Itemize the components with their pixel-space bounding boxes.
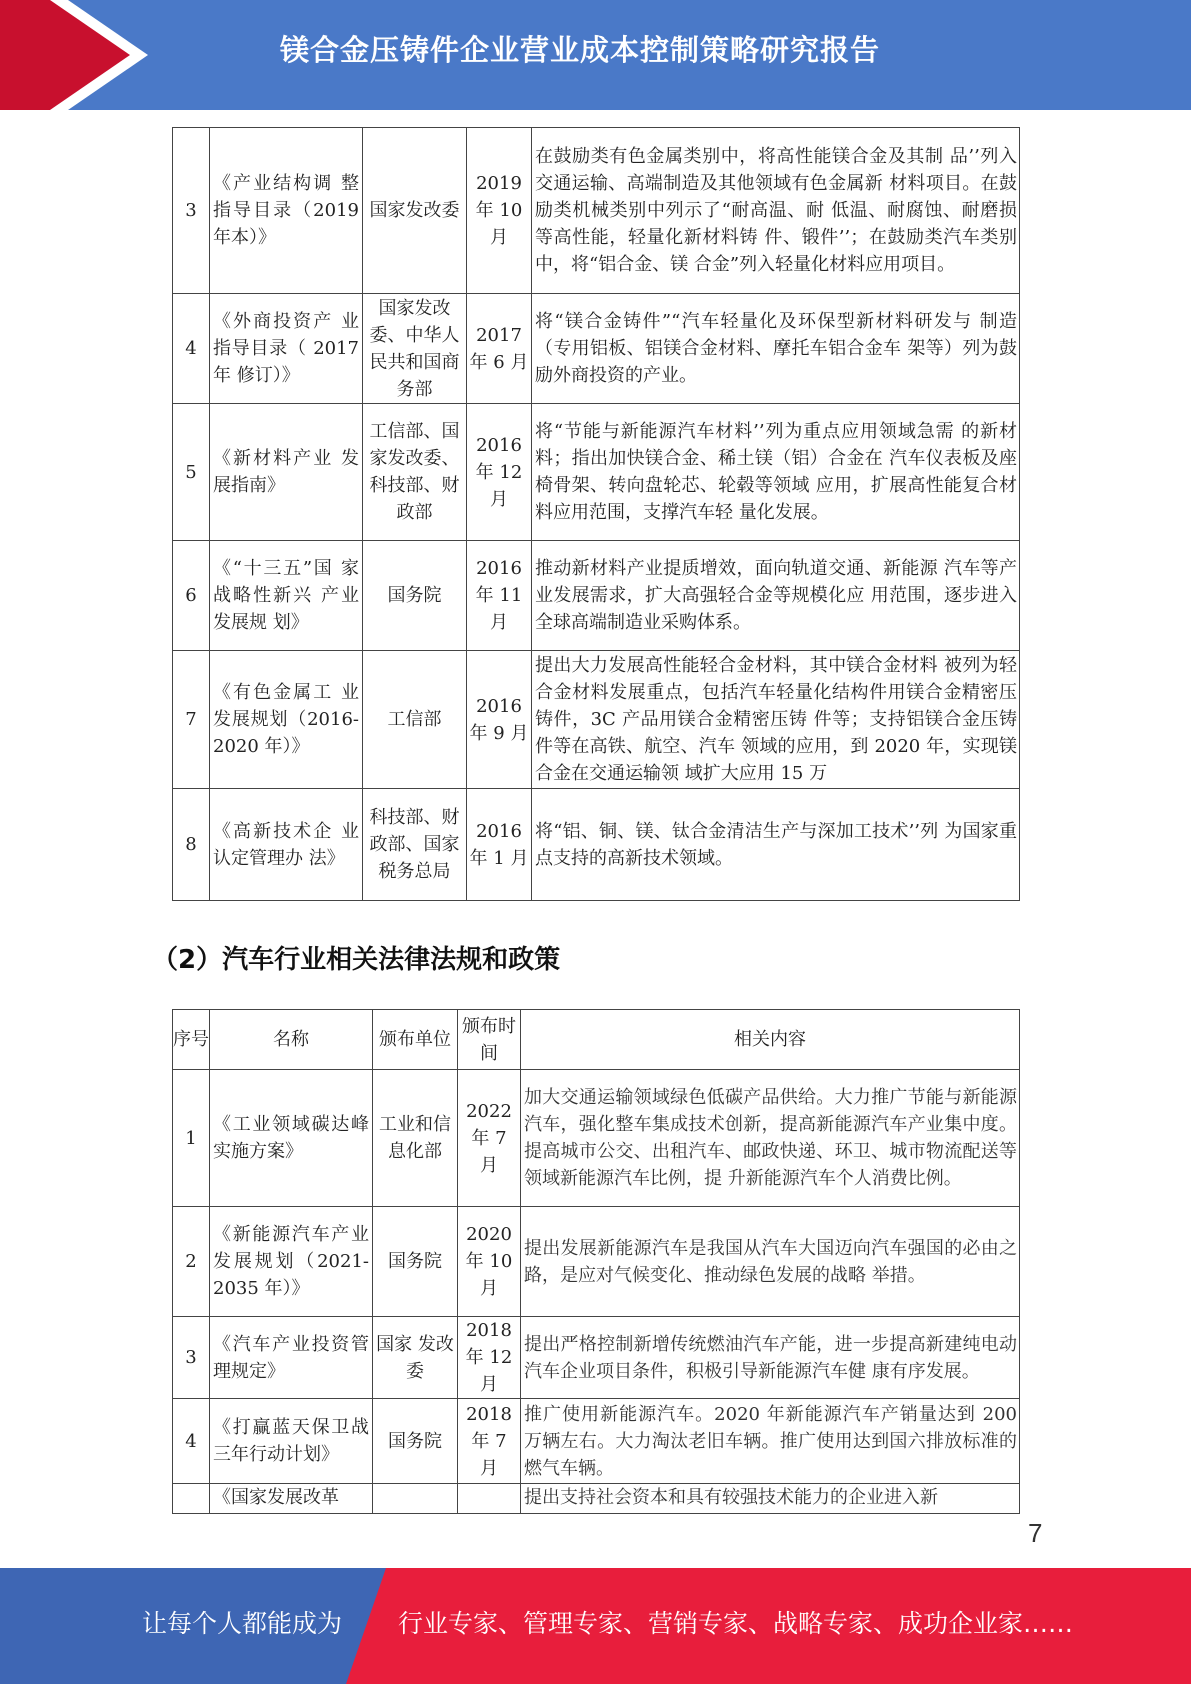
policy-content: 提出发展新能源汽车是我国从汽车大国迈向汽车强国的必由之路，是应对气候变化、推动绿色发展的战略 举措。 [521, 1207, 1020, 1317]
policy-content: 将“铝、铜、镁、钛合金清洁生产与深加工技术’’列 为国家重点支持的高新技术领域。 [532, 789, 1020, 901]
industry-policy-table [172, 127, 1020, 901]
policy-name: 《新能源汽车产业发展规划（2021-2035 年）》 [210, 1207, 373, 1317]
table-row [173, 651, 1020, 789]
issue-date: 2017 年 6 月 [467, 294, 532, 404]
header-content: 相关内容 [521, 1010, 1020, 1070]
issue-date: 2020 年 10 月 [458, 1207, 521, 1317]
issuing-authority: 国家发改委、中华人民共和国商务部 [363, 294, 467, 404]
issuing-authority: 工信部、国家发改委、科技部、财政部 [363, 404, 467, 541]
report-title: 镁合金压铸件企业营业成本控制策略研究报告 [280, 33, 881, 67]
policy-name: 《外商投资产 业指导目录（ 2017 年 修订）》 [210, 294, 363, 404]
policy-name: 《高新技术企 业认定管理办 法》 [210, 789, 363, 901]
row-number: 1 [173, 1070, 210, 1207]
policy-content: 推广使用新能源汽车。2020 年新能源汽车产销量达到 200 万辆左右。大力淘汰老旧车辆。推广使用达到国六排放标准的燃气车辆。 [521, 1399, 1020, 1484]
table-row [173, 128, 1020, 294]
policy-content: 提出严格控制新增传统燃油汽车产能，进一步提高新建纯电动汽车企业项目条件，积极引导新能源汽车健 康有序发展。 [521, 1317, 1020, 1399]
issuing-authority: 工信部 [363, 651, 467, 789]
policy-content: 推动新材料产业提质增效，面向轨道交通、新能源 汽车等产业发展需求，扩大高强轻合金等规模化应 用范围，逐步进入全球高端制造业采购体系。 [532, 541, 1020, 651]
row-number: 4 [173, 294, 210, 404]
table-row [173, 294, 1020, 404]
issue-date: 2016 年 12 月 [467, 404, 532, 541]
row-number: 4 [173, 1399, 210, 1484]
table-row [173, 1070, 1020, 1207]
issuing-authority: 国家 发改委 [373, 1317, 458, 1399]
policy-name: 《产业结构调 整指导目录（2019 年本）》 [210, 128, 363, 294]
issuing-authority: 国务院 [373, 1207, 458, 1317]
header-num: 序号 [173, 1010, 210, 1070]
policy-content: 提出大力发展高性能轻合金材料，其中镁合金材料 被列为轻合金材料发展重点，包括汽车轻量化结构件用镁合金精密压铸件，3C 产品用镁合金精密压铸 件等；支持铝镁合金压铸件等在高铁、航空、汽车 领域的应用，到 2020 年，实现镁合金在交通运输领 域扩大应用 15 万 [532, 651, 1020, 789]
issue-date: 2016 年 1 月 [467, 789, 532, 901]
policy-name: 《汽车产业投资管理规定》 [210, 1317, 373, 1399]
policy-content: 在鼓励类有色金属类别中，将高性能镁合金及其制 品’’列入交通运输、高端制造及其他领域有色金属新 材料项目。在鼓励类机械类别中列示了“耐高温、耐 低温、耐腐蚀、耐磨损等高性能，轻量化新材料铸 件、锻件’’；在鼓励类汽车类别中，将“铝合金、镁 合金”列入轻量化材料应用项目。 [532, 128, 1020, 294]
policy-name: 《“十三五”国 家战略性新兴 产业发展规 划》 [210, 541, 363, 651]
issue-date: 2018 年 12 月 [458, 1317, 521, 1399]
header-date: 颁布时间 [458, 1010, 521, 1070]
issue-date: 2022 年 7 月 [458, 1070, 521, 1207]
footer-slogan-left: 让每个人都能成为 [142, 1609, 343, 1638]
policy-content: 将“镁合金铸件”“汽车轻量化及环保型新材料研发与 制造（专用铝板、铝镁合金材料、摩托车铝合金车 架等）列为鼓励外商投资的产业。 [532, 294, 1020, 404]
footer-slogan-right: 行业专家、管理专家、营销专家、战略专家、成功企业家…… [398, 1609, 1074, 1638]
row-number: 2 [173, 1207, 210, 1317]
table-row [173, 1484, 1020, 1514]
table-row [173, 1207, 1020, 1317]
issuing-authority: 国家发改委 [363, 128, 467, 294]
row-number: 7 [173, 651, 210, 789]
table-row [173, 789, 1020, 901]
policy-content: 加大交通运输领域绿色低碳产品供给。大力推广节能与新能源汽车，强化整车集成技术创新，提高新能源汽车产业集中度。提高城市公交、出租汽车、邮政快递、环卫、城市物流配送等领域新能源汽车比例，提 升新能源汽车个人消费比例。 [521, 1070, 1020, 1207]
issue-date [458, 1484, 521, 1514]
row-number: 5 [173, 404, 210, 541]
table-row [173, 404, 1020, 541]
section-heading: （2）汽车行业相关法律法规和政策 [152, 945, 561, 975]
issue-date: 2016 年 9 月 [467, 651, 532, 789]
issue-date: 2019 年 10 月 [467, 128, 532, 294]
issuing-authority [373, 1484, 458, 1514]
auto-industry-policy-table [172, 1009, 1020, 1514]
issuing-authority: 工业和信息化部 [373, 1070, 458, 1207]
page-header-band [0, 0, 1191, 110]
row-number: 8 [173, 789, 210, 901]
issuing-authority: 国务院 [363, 541, 467, 651]
row-number: 6 [173, 541, 210, 651]
row-number: 3 [173, 1317, 210, 1399]
issue-date: 2016 年 11 月 [467, 541, 532, 651]
policy-name: 《新材料产业 发展指南》 [210, 404, 363, 541]
policy-name: 《国家发展改革 [210, 1484, 373, 1514]
page-number: 7 [1028, 1518, 1043, 1548]
policy-content: 将“节能与新能源汽车材料’’列为重点应用领域急需 的新材料；指出加快镁合金、稀土镁（铝）合金在 汽车仪表板及座椅骨架、转向盘轮芯、轮毂等领域 应用，扩展高性能复合材料应用范围，支撑汽车轻 量化发展。 [532, 404, 1020, 541]
issue-date: 2018 年 7 月 [458, 1399, 521, 1484]
policy-content: 提出支持社会资本和具有较强技术能力的企业进入新 [521, 1484, 1020, 1514]
row-number [173, 1484, 210, 1514]
policy-name: 《有色金属工 业发展规划（2016-2020 年）》 [210, 651, 363, 789]
table-row [173, 1317, 1020, 1399]
header-issuer: 颁布单位 [373, 1010, 458, 1070]
row-number: 3 [173, 128, 210, 294]
table-row [173, 541, 1020, 651]
issuing-authority: 国务院 [373, 1399, 458, 1484]
page-footer-band [0, 1568, 1191, 1684]
issuing-authority: 科技部、财政部、国家税务总局 [363, 789, 467, 901]
table-header-row [173, 1010, 1020, 1070]
table-row [173, 1399, 1020, 1484]
policy-name: 《打赢蓝天保卫战三年行动计划》 [210, 1399, 373, 1484]
header-name: 名称 [210, 1010, 373, 1070]
policy-name: 《工业领域碳达峰实施方案》 [210, 1070, 373, 1207]
